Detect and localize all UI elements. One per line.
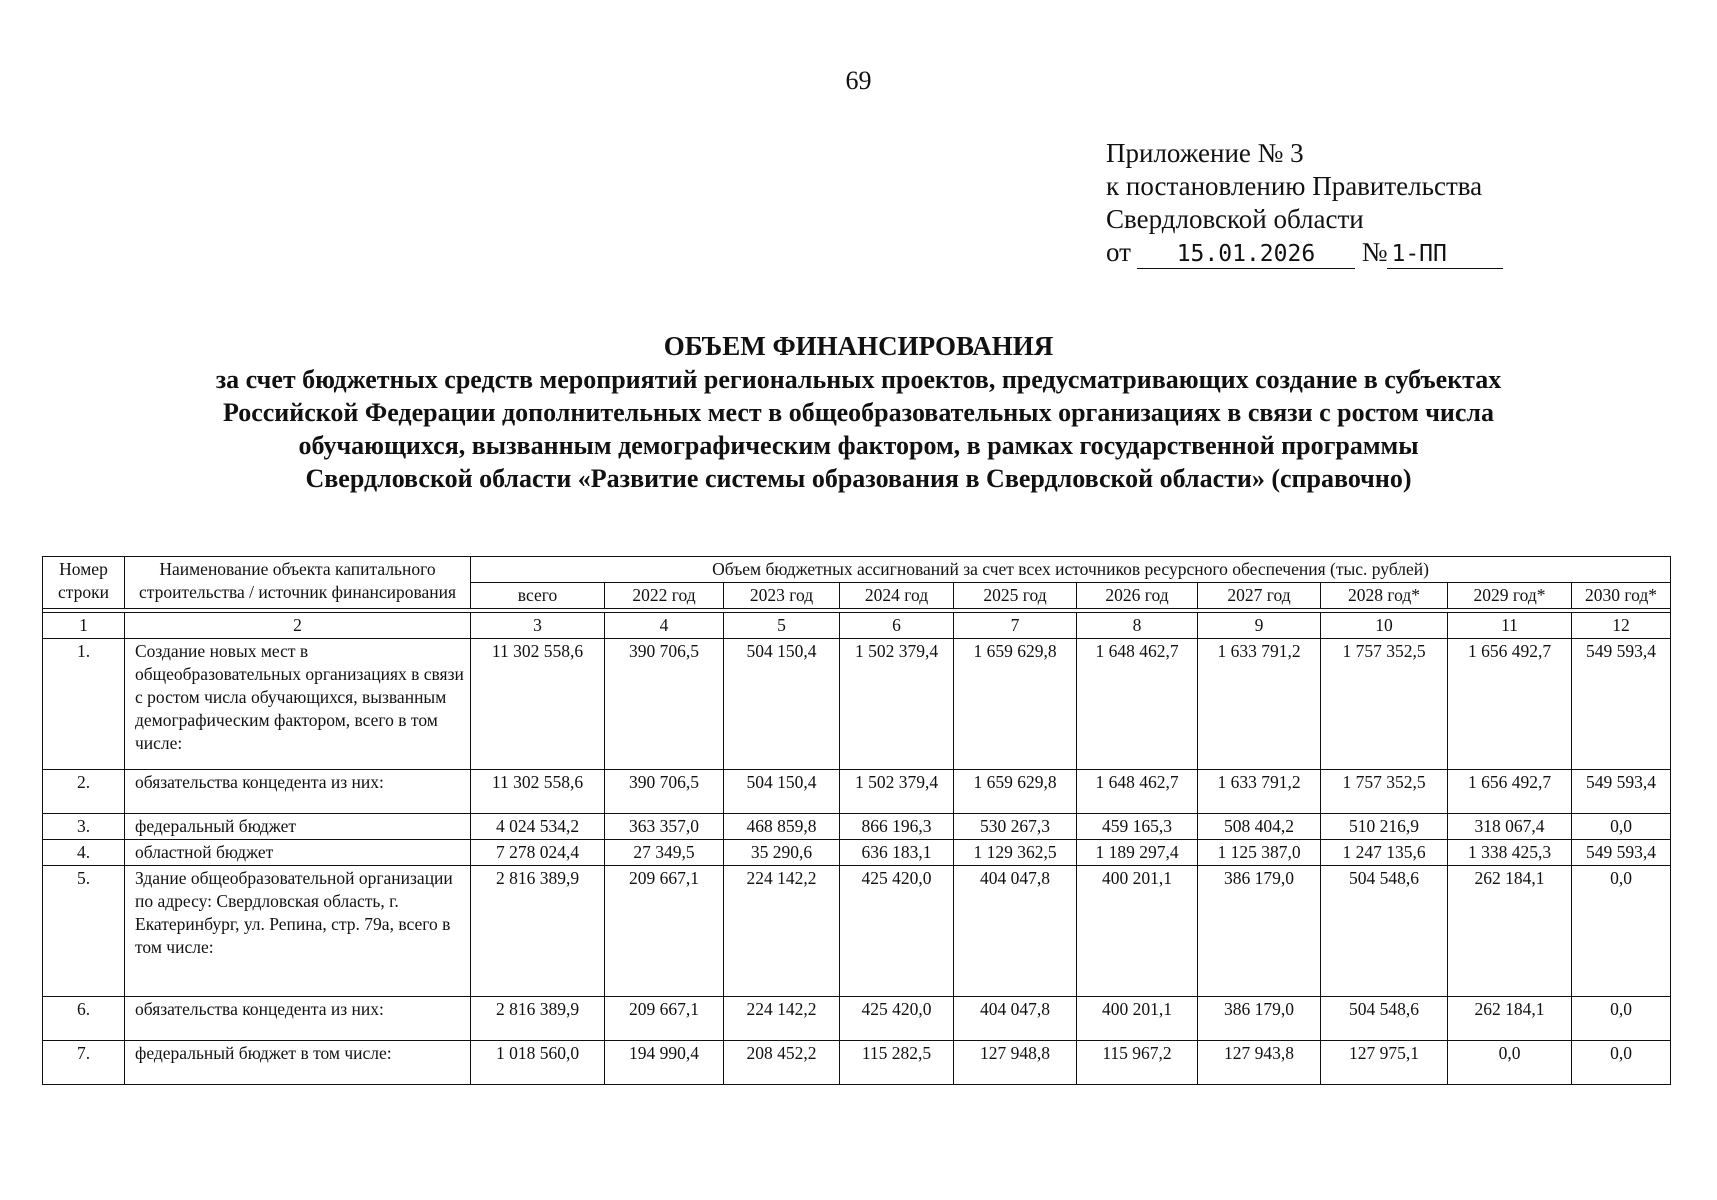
row-value: 1 502 379,4: [840, 639, 954, 770]
row-value: 1 189 297,4: [1077, 840, 1198, 866]
index-cell: 9: [1198, 613, 1321, 639]
row-name: обязательства концедента из них:: [125, 770, 471, 814]
row-value: 11 302 558,6: [471, 770, 605, 814]
row-value: 208 452,2: [724, 1041, 840, 1085]
row-value: 1 659 629,8: [954, 639, 1077, 770]
row-name: федеральный бюджет в том числе:: [125, 1041, 471, 1085]
row-value: 549 593,4: [1572, 639, 1671, 770]
row-value: 1 757 352,5: [1321, 639, 1448, 770]
resolution-date: 15.01.2026: [1137, 240, 1355, 269]
index-cell: 10: [1321, 613, 1448, 639]
index-cell: 12: [1572, 613, 1671, 639]
header-col: 2027 год: [1198, 583, 1321, 609]
row-value: 866 196,3: [840, 814, 954, 840]
title-line-2: Российской Федерации дополнительных мест в общеобразовательных организациях в связи с ростом числа: [222, 398, 1495, 427]
row-value: 1 648 462,7: [1077, 770, 1198, 814]
row-value: 209 667,1: [605, 997, 724, 1041]
row-name: Создание новых мест в общеобразовательных организациях в связи с ростом числа обучающихся, вызванным демографическим фактором, всего в том числе:: [125, 639, 471, 770]
row-value: 390 706,5: [605, 770, 724, 814]
row-value: 1 757 352,5: [1321, 770, 1448, 814]
index-cell: 1: [43, 613, 125, 639]
row-value: 1 247 135,6: [1321, 840, 1448, 866]
row-value: 1 656 492,7: [1448, 639, 1572, 770]
row-value: 400 201,1: [1077, 997, 1198, 1041]
row-value: 425 420,0: [840, 997, 954, 1041]
header-col: 2028 год*: [1321, 583, 1448, 609]
row-value: 504 548,6: [1321, 997, 1448, 1041]
row-value: 1 125 387,0: [1198, 840, 1321, 866]
row-value: 510 216,9: [1321, 814, 1448, 840]
row-value: 504 548,6: [1321, 866, 1448, 997]
appendix-line-1: Приложение № 3: [1106, 138, 1304, 168]
document-title: [100, 330, 1617, 495]
row-value: 7 278 024,4: [471, 840, 605, 866]
header-col: 2029 год*: [1448, 583, 1572, 609]
row-value: 11 302 558,6: [471, 639, 605, 770]
table-row: [43, 639, 1671, 770]
row-value: 209 667,1: [605, 866, 724, 997]
row-value: 1 338 425,3: [1448, 840, 1572, 866]
header-col: 2025 год: [954, 583, 1077, 609]
header-col: всего: [471, 583, 605, 609]
row-value: 4 024 534,2: [471, 814, 605, 840]
header-col: 2024 год: [840, 583, 954, 609]
row-value: 2 816 389,9: [471, 997, 605, 1041]
row-value: 0,0: [1572, 997, 1671, 1041]
row-number: 6.: [43, 997, 125, 1041]
index-cell: 11: [1448, 613, 1572, 639]
header-col: 2023 год: [724, 583, 840, 609]
table-row: [43, 1041, 1671, 1085]
row-value: 194 990,4: [605, 1041, 724, 1085]
row-value: 0,0: [1572, 1041, 1671, 1085]
row-value: 1 633 791,2: [1198, 770, 1321, 814]
table-row: [43, 770, 1671, 814]
row-value: 386 179,0: [1198, 997, 1321, 1041]
row-value: 549 593,4: [1572, 770, 1671, 814]
table-row: [43, 866, 1671, 997]
row-number: 4.: [43, 840, 125, 866]
table-row: [43, 840, 1671, 866]
row-value: 2 816 389,9: [471, 866, 605, 997]
header-group: Объем бюджетных ассигнований за счет всех источников ресурсного обеспечения (тыс. рублей): [471, 557, 1671, 583]
header-name: Наименование объекта капитального строительства / источник финансирования: [125, 557, 471, 609]
row-number: 5.: [43, 866, 125, 997]
title-line-3: обучающихся, вызванным демографическим фактором, в рамках государственной программы: [298, 431, 1419, 460]
title-line-4: Свердловской области «Развитие системы образования в Свердловской области» (справочно): [305, 464, 1412, 493]
index-cell: 5: [724, 613, 840, 639]
row-value: 262 184,1: [1448, 997, 1572, 1041]
financing-table: [42, 556, 1671, 1085]
index-cell: 8: [1077, 613, 1198, 639]
row-value: 425 420,0: [840, 866, 954, 997]
row-value: 508 404,2: [1198, 814, 1321, 840]
row-value: 1 648 462,7: [1077, 639, 1198, 770]
number-prefix: №: [1361, 237, 1388, 267]
row-value: 0,0: [1572, 866, 1671, 997]
header-col: 2030 год*: [1572, 583, 1671, 609]
table-body: [43, 639, 1671, 1085]
appendix-block: [1106, 137, 1503, 269]
row-value: 115 282,5: [840, 1041, 954, 1085]
row-value: 549 593,4: [1572, 840, 1671, 866]
index-cell: 3: [471, 613, 605, 639]
row-value: 224 142,2: [724, 997, 840, 1041]
page-number: 69: [845, 66, 872, 95]
row-value: 1 656 492,7: [1448, 770, 1572, 814]
row-value: 0,0: [1448, 1041, 1572, 1085]
row-value: 404 047,8: [954, 997, 1077, 1041]
row-value: 504 150,4: [724, 770, 840, 814]
row-value: 127 948,8: [954, 1041, 1077, 1085]
row-value: 1 502 379,4: [840, 770, 954, 814]
index-cell: 7: [954, 613, 1077, 639]
header-col: 2022 год: [605, 583, 724, 609]
row-value: 390 706,5: [605, 639, 724, 770]
row-value: 530 267,3: [954, 814, 1077, 840]
row-value: 0,0: [1572, 814, 1671, 840]
table-row: [43, 814, 1671, 840]
row-value: 115 967,2: [1077, 1041, 1198, 1085]
row-value: 386 179,0: [1198, 866, 1321, 997]
row-value: 127 943,8: [1198, 1041, 1321, 1085]
row-value: 363 357,0: [605, 814, 724, 840]
row-name: областной бюджет: [125, 840, 471, 866]
index-row: [43, 613, 1671, 639]
index-cell: 4: [605, 613, 724, 639]
row-value: 504 150,4: [724, 639, 840, 770]
row-value: 224 142,2: [724, 866, 840, 997]
row-name: федеральный бюджет: [125, 814, 471, 840]
row-value: 459 165,3: [1077, 814, 1198, 840]
row-value: 318 067,4: [1448, 814, 1572, 840]
row-value: 1 633 791,2: [1198, 639, 1321, 770]
header-row-1: [43, 557, 1671, 583]
header-col: 2026 год: [1077, 583, 1198, 609]
date-prefix: от: [1106, 237, 1131, 267]
row-value: 127 975,1: [1321, 1041, 1448, 1085]
row-name: Здание общеобразовательной организации по адресу: Свердловская область, г. Екатеринбург, ул. Репина, стр. 79а, всего в том числе:: [125, 866, 471, 997]
row-number: 2.: [43, 770, 125, 814]
appendix-date-row: [1106, 236, 1503, 269]
row-value: 27 349,5: [605, 840, 724, 866]
table-row: [43, 997, 1671, 1041]
title-line-1: за счет бюджетных средств мероприятий региональных проектов, предусматривающих создание в субъектах: [215, 365, 1502, 394]
row-value: 262 184,1: [1448, 866, 1572, 997]
index-cell: 6: [840, 613, 954, 639]
appendix-line-3: Свердловской области: [1106, 204, 1364, 234]
row-value: 468 859,8: [724, 814, 840, 840]
index-cell: 2: [125, 613, 471, 639]
row-number: 1.: [43, 639, 125, 770]
row-value: 35 290,6: [724, 840, 840, 866]
row-value: 400 201,1: [1077, 866, 1198, 997]
row-value: 636 183,1: [840, 840, 954, 866]
row-value: 1 018 560,0: [471, 1041, 605, 1085]
header-number: Номер строки: [43, 557, 125, 609]
appendix-line-2: к постановлению Правительства: [1106, 171, 1483, 201]
row-value: 1 129 362,5: [954, 840, 1077, 866]
resolution-number: 1-ПП: [1387, 240, 1503, 269]
row-value: 1 659 629,8: [954, 770, 1077, 814]
row-number: 3.: [43, 814, 125, 840]
row-number: 7.: [43, 1041, 125, 1085]
title-main: ОБЪЕМ ФИНАНСИРОВАНИЯ: [663, 331, 1054, 361]
row-name: обязательства концедента из них:: [125, 997, 471, 1041]
row-value: 404 047,8: [954, 866, 1077, 997]
